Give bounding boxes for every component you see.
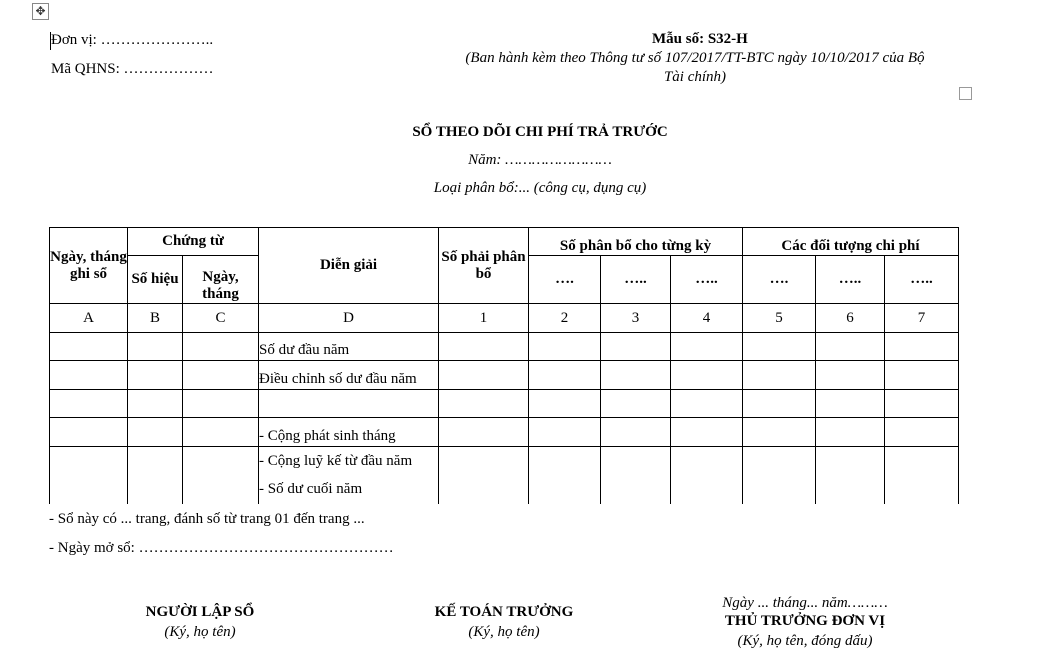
preparer-sign-note: (Ký, họ tên): [164, 624, 236, 640]
header-amount-to-allocate: Số phải phân bổ: [439, 228, 529, 304]
header-object-1: ….: [743, 256, 816, 304]
header-date-recorded: Ngày, tháng ghi sổ: [50, 228, 128, 304]
table-row: [50, 418, 959, 447]
table-row: [50, 390, 959, 418]
column-code: 4: [671, 304, 743, 333]
accountant-sign-note: (Ký, họ tên): [468, 624, 540, 640]
form-number: Mẫu số: S32-H: [652, 31, 748, 47]
row-description-multi: [259, 447, 439, 505]
header-object-3: …..: [885, 256, 959, 304]
header-period-1: ….: [529, 256, 601, 304]
column-code: 5: [743, 304, 816, 333]
allocation-type-line: Loại phân bổ:... (công cụ, dụng cụ): [433, 180, 647, 196]
column-code: 3: [601, 304, 671, 333]
column-code: C: [183, 304, 259, 333]
preparer-title: NGƯỜI LẬP SỔ: [145, 604, 255, 620]
row-description-line: - Số dư cuối năm: [259, 481, 363, 497]
issued-line-2: Tài chính): [663, 69, 727, 85]
header-allocation-per-period: Số phân bổ cho từng kỳ: [529, 228, 743, 256]
table-row: [50, 333, 959, 361]
issued-line-1: (Ban hành kèm theo Thông tư số 107/2017/TT-BTC ngày 10/10/2017 của Bộ: [465, 50, 925, 66]
sign-date-line: Ngày ... tháng... năm………: [722, 595, 888, 611]
open-date-note: - Ngày mở sổ: ……………………………………………: [49, 540, 394, 556]
column-code: B: [128, 304, 183, 333]
row-description: [259, 390, 439, 418]
header-period-3: …..: [671, 256, 743, 304]
column-code: 6: [816, 304, 885, 333]
table-row: [50, 447, 959, 505]
page-title: SỔ THEO DÕI CHI PHÍ TRẢ TRƯỚC: [412, 124, 668, 140]
header-voucher-number: Số hiệu: [128, 256, 183, 304]
ledger-table: [49, 227, 959, 504]
header-object-2: …..: [816, 256, 885, 304]
header-voucher-date: Ngày, tháng: [183, 256, 259, 304]
row-description: Điều chỉnh số dư đầu năm: [259, 361, 439, 390]
row-description: - Cộng phát sinh tháng: [259, 418, 439, 447]
head-sign-note: (Ký, họ tên, đóng dấu): [737, 633, 873, 649]
column-code-row: [50, 304, 959, 333]
year-line: Năm: ……………………: [468, 152, 612, 168]
table-resize-handle[interactable]: [959, 87, 972, 100]
head-title: THỦ TRƯỞNG ĐƠN VỊ: [724, 613, 886, 629]
header-description: Diễn giải: [259, 228, 439, 304]
row-description: Số dư đầu năm: [259, 333, 439, 361]
header-period-2: …..: [601, 256, 671, 304]
pages-note: - Sổ này có ... trang, đánh số từ trang 01 đến trang ...: [49, 511, 365, 527]
unit-label: Đơn vị: …………………..: [51, 32, 214, 48]
table-row: [50, 361, 959, 390]
column-code: D: [259, 304, 439, 333]
header-voucher: Chứng từ: [128, 228, 259, 256]
qhns-label: Mã QHNS: ………………: [51, 61, 214, 77]
accountant-title: KẾ TOÁN TRƯỞNG: [434, 604, 574, 620]
column-code: A: [50, 304, 128, 333]
table-move-handle-icon[interactable]: ✥: [32, 3, 49, 20]
column-code: 7: [885, 304, 959, 333]
row-description-line: - Cộng luỹ kế từ đầu năm: [259, 453, 413, 469]
column-code: 2: [529, 304, 601, 333]
column-code: 1: [439, 304, 529, 333]
header-cost-objects: Các đối tượng chi phí: [743, 228, 959, 256]
